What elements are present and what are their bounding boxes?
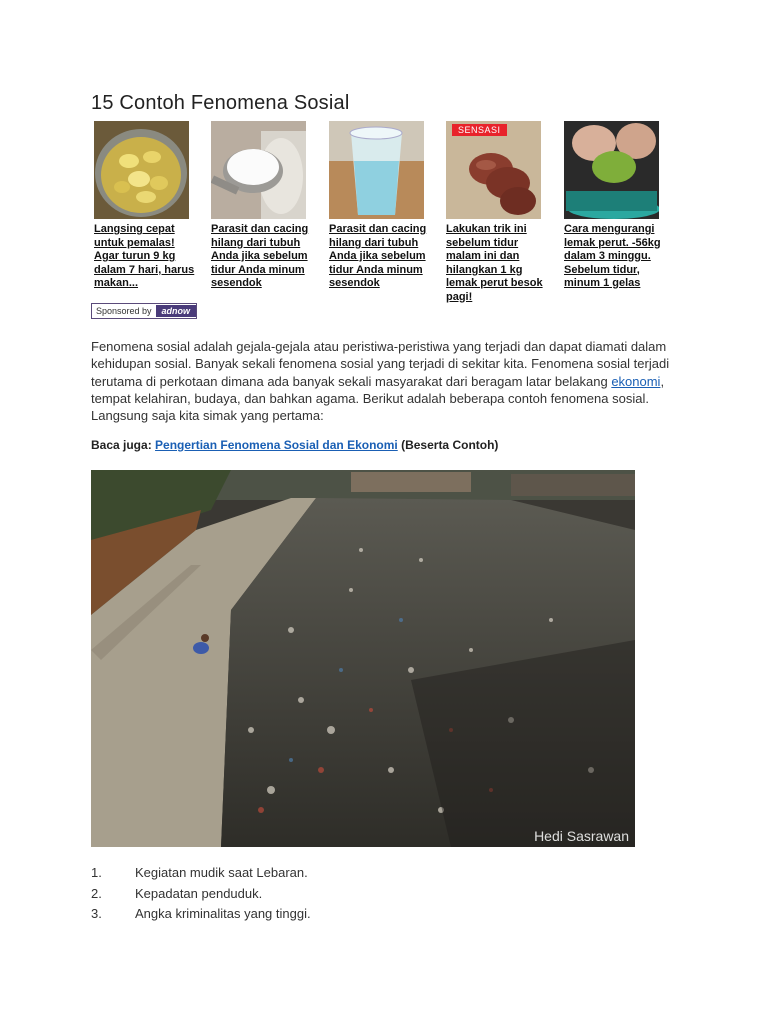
photo-credit: Hedi Sasrawan xyxy=(534,828,629,844)
trash-filled-river-photo xyxy=(91,470,635,847)
list-number: 3. xyxy=(91,906,102,921)
boiled-potatoes-pot-image[interactable] xyxy=(94,121,189,219)
sausage-image[interactable] xyxy=(446,121,541,219)
ad-grid xyxy=(94,121,674,306)
ad-item[interactable] xyxy=(329,121,429,291)
ad-item[interactable] xyxy=(564,121,664,291)
page-title: 15 Contoh Fenomena Sosial xyxy=(91,92,350,114)
list-text: Kegiatan mudik saat Lebaran. xyxy=(135,865,308,880)
baca-juga xyxy=(91,438,498,452)
fenomena-list xyxy=(91,865,311,927)
ad-text[interactable]: Parasit dan cacing hilang dari tubuh Anda jika sebelum tidur Anda minum sesendok xyxy=(329,223,427,289)
spoon-with-powder-image[interactable] xyxy=(211,121,306,219)
ad-text[interactable]: Langsing cepat untuk pemalas! Agar turun 9 kg dalam 7 hari, harus makan... xyxy=(94,223,195,289)
sponsored-by-adnow[interactable] xyxy=(91,303,197,319)
sensasi-badge: SENSASI xyxy=(452,124,507,136)
ekonomi-link[interactable]: ekonomi xyxy=(611,373,661,389)
baca-juga-suffix: (Beserta Contoh) xyxy=(397,438,499,452)
ad-item[interactable] xyxy=(94,121,194,291)
list-text: Angka kriminalitas yang tinggi. xyxy=(135,906,311,921)
glass-of-water-image[interactable] xyxy=(329,121,424,219)
baca-juga-link[interactable]: Pengertian Fenomena Sosial dan Ekonomi xyxy=(155,438,398,452)
list-number: 1. xyxy=(91,865,102,880)
list-item xyxy=(91,865,311,886)
adnow-logo: adnow xyxy=(156,305,197,317)
list-number: 2. xyxy=(91,885,102,901)
ad-item[interactable] xyxy=(446,121,546,304)
intro-text: Fenomena sosial adalah gejala-gejala atau peristiwa-peristiwa yang terjadi dan dapat diamati dalam kehidupan sosial. Banyak sekali fenomena sosial yang terjadi di sekitar kita. Fenomena sosial terjadi terutama di perkotaan dimana ada banyak sekali masyarakat dari beragam latar belakang xyxy=(91,339,670,389)
sponsored-label: Sponsored by xyxy=(92,305,156,317)
intro-text-end: , tempat kelahiran, budaya, dan bahkan agama. Berikut adalah beberapa contoh fenomena sosial. Langsung saja kita simak yang pertama: xyxy=(91,373,665,424)
baca-juga-label: Baca juga: xyxy=(91,438,156,452)
ad-text[interactable]: Lakukan trik ini sebelum tidur malam ini dan hilangkan 1 kg lemak perut besok pagi! xyxy=(446,223,543,303)
ad-text[interactable]: Cara mengurangi lemak perut. -56kg dalam 3 minggu. Sebelum tidur, minum 1 gelas xyxy=(564,223,661,289)
ad-text[interactable]: Parasit dan cacing hilang dari tubuh Anda jika sebelum tidur Anda minum sesendok xyxy=(211,223,309,289)
list-item xyxy=(91,886,311,907)
list-item xyxy=(91,906,311,927)
ad-item[interactable] xyxy=(211,121,311,291)
intro-paragraph xyxy=(91,338,671,424)
list-text: Kepadatan penduduk. xyxy=(135,885,263,901)
squeezing-lime-image[interactable] xyxy=(564,121,659,219)
